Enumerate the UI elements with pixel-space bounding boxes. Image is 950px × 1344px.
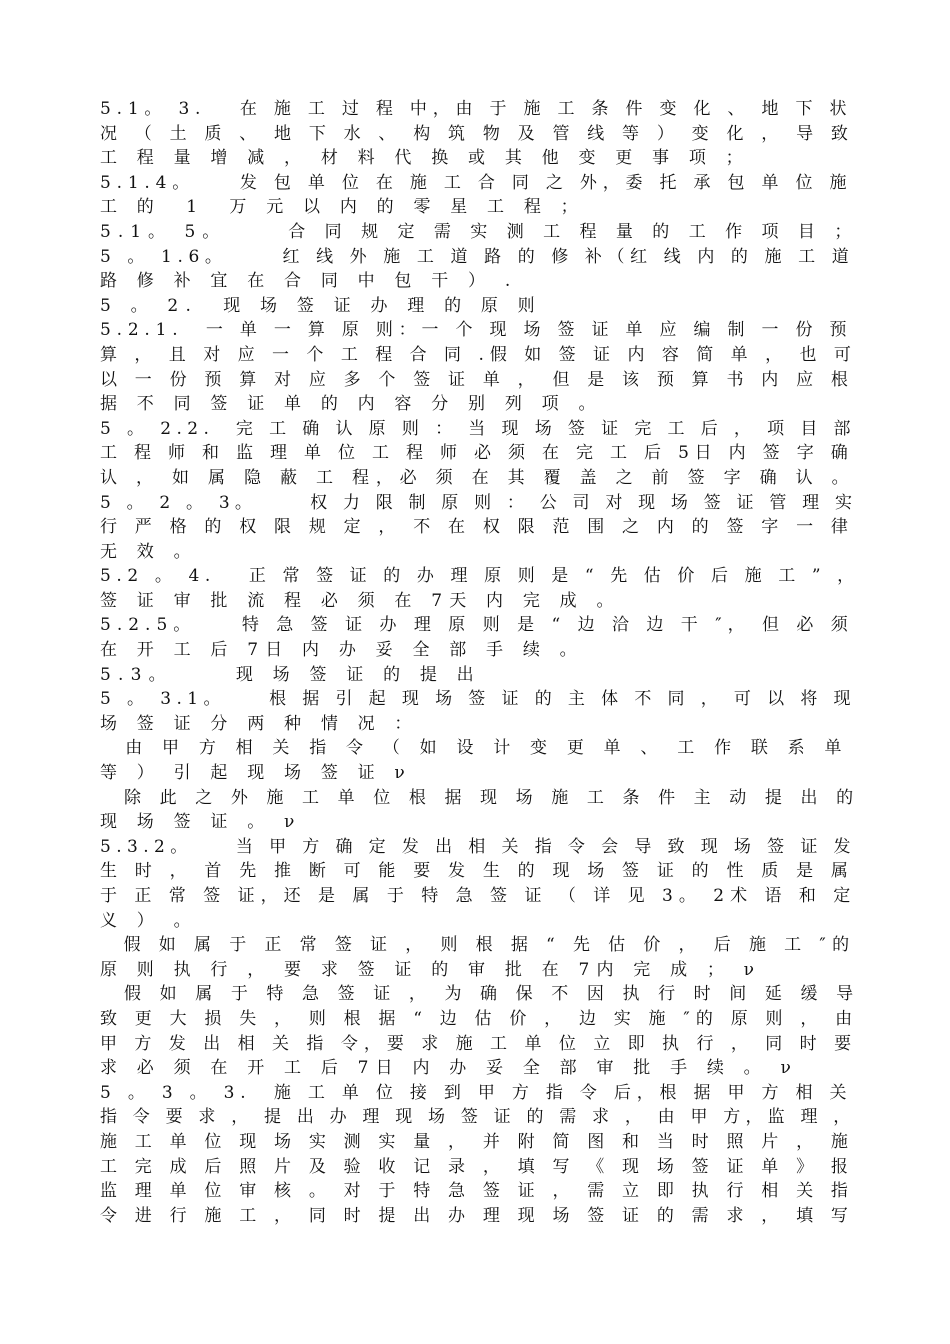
text-line: 行 严 格 的 权 限 规 定 ， 不 在 权 限 范 围 之 内 的 签 字 一 律 — [100, 517, 855, 538]
text-line: 监 理 单 位 审 核 。 对 于 特 急 签 证 ， 需 立 即 执 行 相 关 指 — [100, 1181, 855, 1202]
text-line: 5 。 3 。 3. 施 工 单 位 接 到 甲 方 指 令 后，根 据 甲 方 相 关 — [100, 1082, 853, 1103]
text-line: 生 时 ， 首 先 推 断 可 能 要 发 生 的 现 场 签 证 的 性 质 是 属 — [100, 861, 855, 882]
text-line: 5 。 1.6。 红 线 外 施 工 道 路 的 修 补（红 线 内 的 施 工 道 — [100, 246, 855, 267]
text-line: 现 场 签 证 。 ν — [100, 812, 302, 833]
text-line: 认 ， 如 属 隐 蔽 工 程，必 须 在 其 覆 盖 之 前 签 字 确 认 。 — [100, 467, 856, 488]
text-line: 工 程 量 增 减 ， 材 料 代 换 或 其 他 变 更 事 项 ； — [100, 148, 750, 169]
text-line: 假 如 属 于 特 急 签 证 ， 为 确 保 不 因 执 行 时 间 延 缓 导 — [100, 984, 860, 1005]
text-line: 施 工 单 位 现 场 实 测 实 量 ， 并 附 简 图 和 当 时 照 片 ， 施 — [100, 1131, 855, 1152]
text-line: 5.1。 3. 在 施 工 过 程 中，由 于 施 工 条 件 变 化 、 地 下 状 — [100, 99, 853, 119]
text-line: 义 ） 。 — [100, 910, 198, 931]
text-line: 指 令 要 求 ， 提 出 办 理 现 场 签 证 的 需 求 ， 由 甲 方，监 理 ， — [100, 1107, 856, 1128]
text-line: 5.2.5。 特 急 签 证 办 理 原 则 是 “ 边 洽 边 干 ″， 但 必 须 — [100, 615, 854, 636]
text-line: 况 （ 土 质 、 地 下 水 、 构 筑 物 及 管 线 等 ） 变 化 ， 导 致 — [100, 123, 855, 144]
text-line: 5 。 2 。 3。 权 力 限 制 原 则 ： 公 司 对 现 场 签 证 管 理 实 — [100, 492, 858, 513]
text-line: 求 必 须 在 开 工 后 7日 内 办 妥 全 部 审 批 手 续 。 ν — [100, 1058, 799, 1079]
text-line: 5.1.4。 发 包 单 位 在 施 工 合 同 之 外，委 托 承 包 单 位 施 — [100, 172, 853, 193]
text-line: 5 。 3.1。 根 据 引 起 现 场 签 证 的 主 体 不 同 ， 可 以 将 现 — [100, 689, 856, 710]
text-line: 致 更 大 损 失 ， 则 根 据 “ 边 估 价 ， 边 实 施 ″的 原 则 ， 由 — [100, 1008, 859, 1029]
text-line: 据 不 同 签 证 单 的 内 容 分 别 列 项 。 — [100, 394, 603, 415]
text-line: 除 此 之 外 施 工 单 位 根 据 现 场 施 工 条 件 主 动 提 出 的 — [100, 787, 860, 808]
text-line: 原 则 执 行 ， 要 求 签 证 的 审 批 在 7内 完 成 ； ν — [100, 959, 762, 980]
text-line: 在 开 工 后 7日 内 办 妥 全 部 手 续 。 — [100, 640, 584, 661]
text-line: 工 完 成 后 照 片 及 验 收 记 录 ， 填 写 《 现 场 签 证 单 》 报 — [100, 1156, 855, 1177]
text-line: 工 程 师 和 监 理 单 位 工 程 师 必 须 在 完 工 后 5日 内 签 字 确 — [100, 443, 854, 464]
text-line: 工 的 1 万 元 以 内 的 零 星 工 程 ； — [100, 197, 585, 218]
text-line: 甲 方 发 出 相 关 指 令，要 求 施 工 单 位 立 即 执 行 ， 同 时 要 — [100, 1033, 858, 1054]
text-line: 5.3。 现 场 签 证 的 提 出 — [100, 664, 481, 685]
text-line: 以 一 份 预 算 对 应 多 个 签 证 单 ， 但 是 该 预 算 书 内 应 根 — [100, 369, 855, 390]
text-line: 由 甲 方 相 关 指 令 （ 如 设 计 变 更 单 、 工 作 联 系 单 — [100, 738, 849, 759]
text-line: 于 正 常 签 证，还 是 属 于 特 急 签 证 （ 详 见 3。 2术 语 和 定 — [100, 886, 857, 906]
text-line: 5.3.2。 当 甲 方 确 定 发 出 相 关 指 令 会 导 致 现 场 签 证 发 — [100, 836, 856, 857]
text-line: 路 修 补 宜 在 合 同 中 包 干 ） . — [100, 271, 518, 292]
text-line: 5 。 2.2. 完 工 确 认 原 则 ： 当 现 场 签 证 完 工 后 ， 项 目 部 — [100, 418, 856, 439]
text-line: 5.1。 5。 合 同 规 定 需 实 测 工 程 量 的 工 作 项 目 ； — [100, 221, 859, 242]
text-line: 场 签 证 分 两 种 情 况 ： — [100, 713, 419, 734]
text-line: 令 进 行 施 工 ， 同 时 提 出 办 理 现 场 签 证 的 需 求 ， 填 写 — [100, 1205, 855, 1226]
text-line: 签 证 审 批 流 程 必 须 在 7天 内 完 成 。 — [100, 590, 621, 611]
text-line: 无 效 。 — [100, 541, 198, 562]
text-line: 5 。 2. 现 场 签 证 办 理 的 原 则 — [100, 295, 542, 316]
text-line: 5.2.1. 一 单 一 算 原 则：一 个 现 场 签 证 单 应 编 制 一 份 预 — [100, 320, 853, 341]
text-line: 算 ， 且 对 应 一 个 工 程 合 同 .假 如 签 证 内 容 简 单 ， 也 可 — [100, 344, 857, 365]
text-line: 假 如 属 于 正 常 签 证 ， 则 根 据 “ 先 估 价 ， 后 施 工 ″的 — [100, 935, 856, 956]
text-line: 5.2 。 4. 正 常 签 证 的 办 理 原 则 是 “ 先 估 价 后 施 工 ” ， — [100, 566, 860, 587]
document-body — [100, 97, 860, 1228]
text-line: 等 ） 引 起 现 场 签 证 ν — [100, 763, 412, 784]
